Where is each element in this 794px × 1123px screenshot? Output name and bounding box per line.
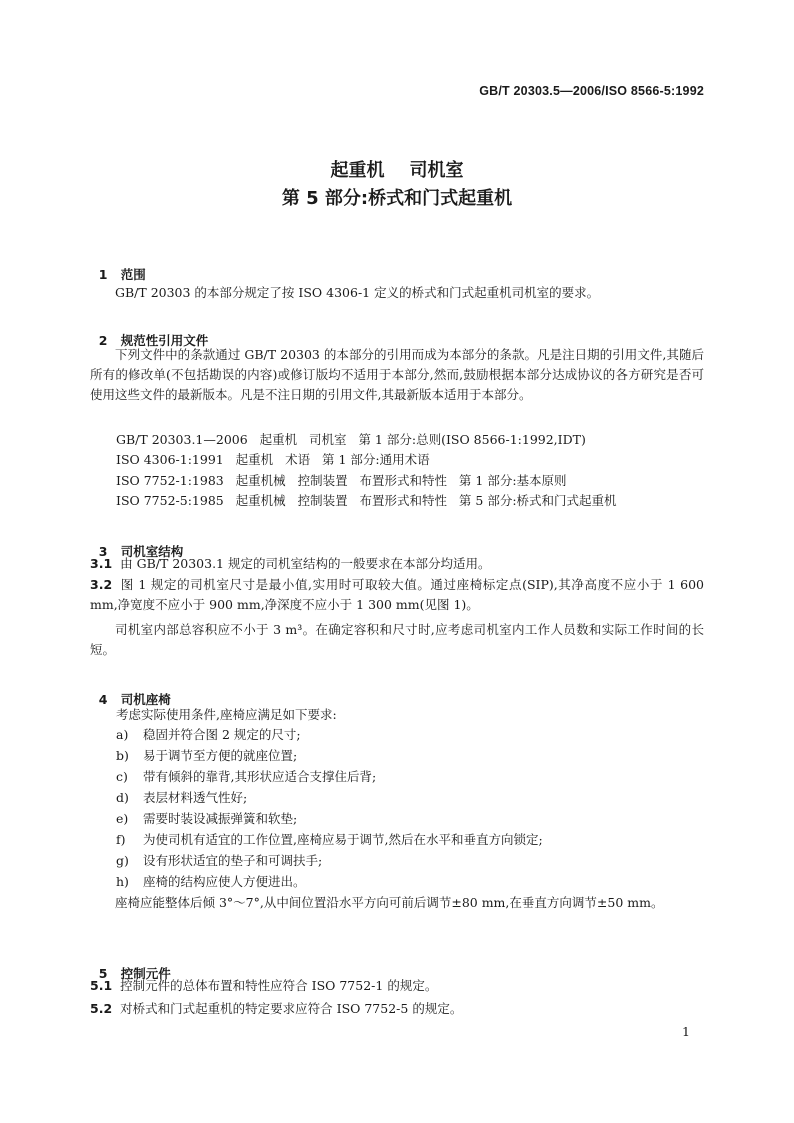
list-item-text: 稳固并符合图 2 规定的尺寸; [143, 727, 301, 742]
list-item-text: 设有形状适宜的垫子和可调扶手; [143, 853, 323, 868]
doc-title-line1: 起重机 司机室 [330, 160, 464, 181]
clause-3-2 [90, 575, 704, 615]
section-title: 控制元件 [120, 966, 171, 981]
section-1-heading [90, 250, 146, 283]
seat-tilt-paragraph: 座椅应能整体后倾 3°～7°,从中间位置沿水平方向可前后调节±80 mm,在垂直方向调节±50 mm。 [115, 895, 664, 910]
clause-3-1 [90, 554, 704, 574]
doc-title-line2: 第 5 部分:桥式和门式起重机 [281, 188, 513, 209]
list-item [116, 851, 322, 871]
list-item [116, 809, 297, 829]
section-number: 4 [98, 692, 108, 707]
list-item [116, 830, 543, 850]
list-item-text: 表层材料透气性好; [143, 790, 248, 805]
clause-text: 对桥式和门式起重机的特定要求应符合 ISO 7752-5 的规定。 [120, 1001, 463, 1016]
clause-number: 5.2 [90, 1001, 113, 1016]
list-item [116, 872, 306, 892]
reference-item: ISO 7752-5:1985 起重机械 控制装置 布置形式和特性 第 5 部分:桥式和门式起重机 [116, 493, 617, 508]
clause-number: 3.1 [90, 556, 113, 571]
list-item-text: 带有倾斜的靠背,其形状应适合支撑住后背; [143, 769, 377, 784]
clause-text: 图 1 规定的司机室尺寸是最小值,实用时可取较大值。通过座椅标定点(SIP),其净高度不应小于 1 600 mm,净宽度不应小于 900 mm,净深度不应小于 1 300 mm(见图 1)。 [90, 577, 704, 612]
list-item-label: b) [116, 748, 129, 763]
list-item-label: a) [116, 727, 129, 742]
clause-text: 由 GB/T 20303.1 规定的司机室结构的一般要求在本部分均适用。 [120, 556, 491, 571]
list-item-label: g) [116, 853, 129, 868]
list-item-label: e) [116, 811, 129, 826]
reference-item: GB/T 20303.1—2006 起重机 司机室 第 1 部分:总则(ISO 8566-1:1992,IDT) [116, 432, 586, 447]
clause-5-2 [90, 999, 704, 1019]
section-4-heading [90, 675, 171, 708]
list-item-text: 座椅的结构应使人方便进出。 [143, 874, 306, 889]
list-item-text: 需要时装设减振弹簧和软垫; [143, 811, 298, 826]
section-title: 规范性引用文件 [120, 333, 209, 348]
section-title: 范围 [120, 267, 146, 282]
list-item-text: 为使司机有适宜的工作位置,座椅应易于调节,然后在水平和垂直方向锁定; [143, 832, 543, 847]
list-item-label: d) [116, 790, 129, 805]
clause-text: 控制元件的总体布置和特性应符合 ISO 7752-1 的规定。 [120, 978, 438, 993]
section-number: 3 [98, 544, 108, 559]
section-number: 2 [98, 333, 108, 348]
list-item-label: c) [116, 769, 128, 784]
list-item-text: 易于调节至方便的就座位置; [143, 748, 298, 763]
page-number: 1 [682, 1024, 690, 1039]
list-item [116, 788, 247, 808]
section-number: 1 [98, 267, 108, 282]
standard-code: GB/T 20303.5—2006/ISO 8566-5:1992 [479, 84, 704, 98]
reference-item: ISO 4306-1:1991 起重机 术语 第 1 部分:通用术语 [116, 452, 430, 467]
section-title: 司机室结构 [120, 544, 184, 559]
list-item-label: h) [116, 874, 129, 889]
list-item-label: f) [116, 832, 126, 847]
list-item [116, 767, 376, 787]
reference-item: ISO 7752-1:1983 起重机械 控制装置 布置形式和特性 第 1 部分:基本原则 [116, 473, 567, 488]
cab-volume-paragraph: 司机室内部总容积应不小于 3 m³。在确定容积和尺寸时,应考虑司机室内工作人员数和实际工作时间的长短。 [90, 622, 704, 657]
section-title: 司机座椅 [120, 692, 171, 707]
list-item [116, 725, 301, 745]
seat-intro: 考虑实际使用条件,座椅应满足如下要求: [116, 707, 337, 722]
clause-number: 5.1 [90, 978, 113, 993]
list-item [116, 746, 297, 766]
section-1-paragraph: GB/T 20303 的本部分规定了按 ISO 4306-1 定义的桥式和门式起重机司机室的要求。 [115, 285, 600, 300]
section-number: 5 [98, 966, 108, 981]
clause-5-1 [90, 976, 704, 996]
section-2-paragraph: 下列文件中的条款通过 GB/T 20303 的本部分的引用而成为本部分的条款。凡是注日期的引用文件,其随后所有的修改单(不包括勘误的内容)或修订版均不适用于本部分,然而,鼓励根据本部分达成协议的各方研究是否可使用这些文件的最新版本。凡是不注日期的引用文件,其最新版本适用于本部分。 [90, 347, 704, 402]
clause-number: 3.2 [90, 577, 113, 592]
